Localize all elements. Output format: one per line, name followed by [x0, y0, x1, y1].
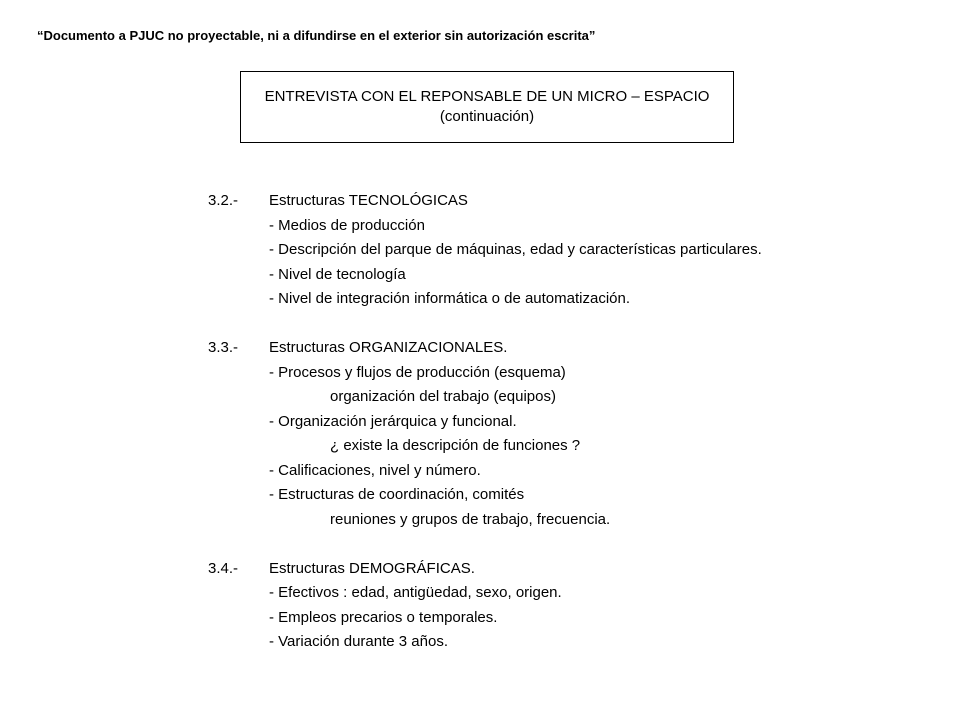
- section-heading: Estructuras DEMOGRÁFICAS.: [269, 559, 475, 577]
- section-number: 3.4.-: [208, 559, 239, 577]
- confidentiality-notice: “Documento a PJUC no proyectable, ni a difundirse en el exterior sin autorización escrita”: [37, 28, 596, 43]
- section-heading: Estructuras ORGANIZACIONALES.: [269, 339, 508, 356]
- section-number: 3.2.-: [208, 192, 239, 209]
- section-heading: Estructuras TECNOLÓGICAS: [269, 192, 468, 209]
- title-line-1: ENTREVISTA CON EL REPONSABLE DE UN MICRO – ESPACIO: [264, 88, 710, 105]
- title-line-2: (continuación): [439, 108, 535, 125]
- section-number: 3.3.-: [208, 339, 239, 356]
- title-box: [240, 71, 734, 143]
